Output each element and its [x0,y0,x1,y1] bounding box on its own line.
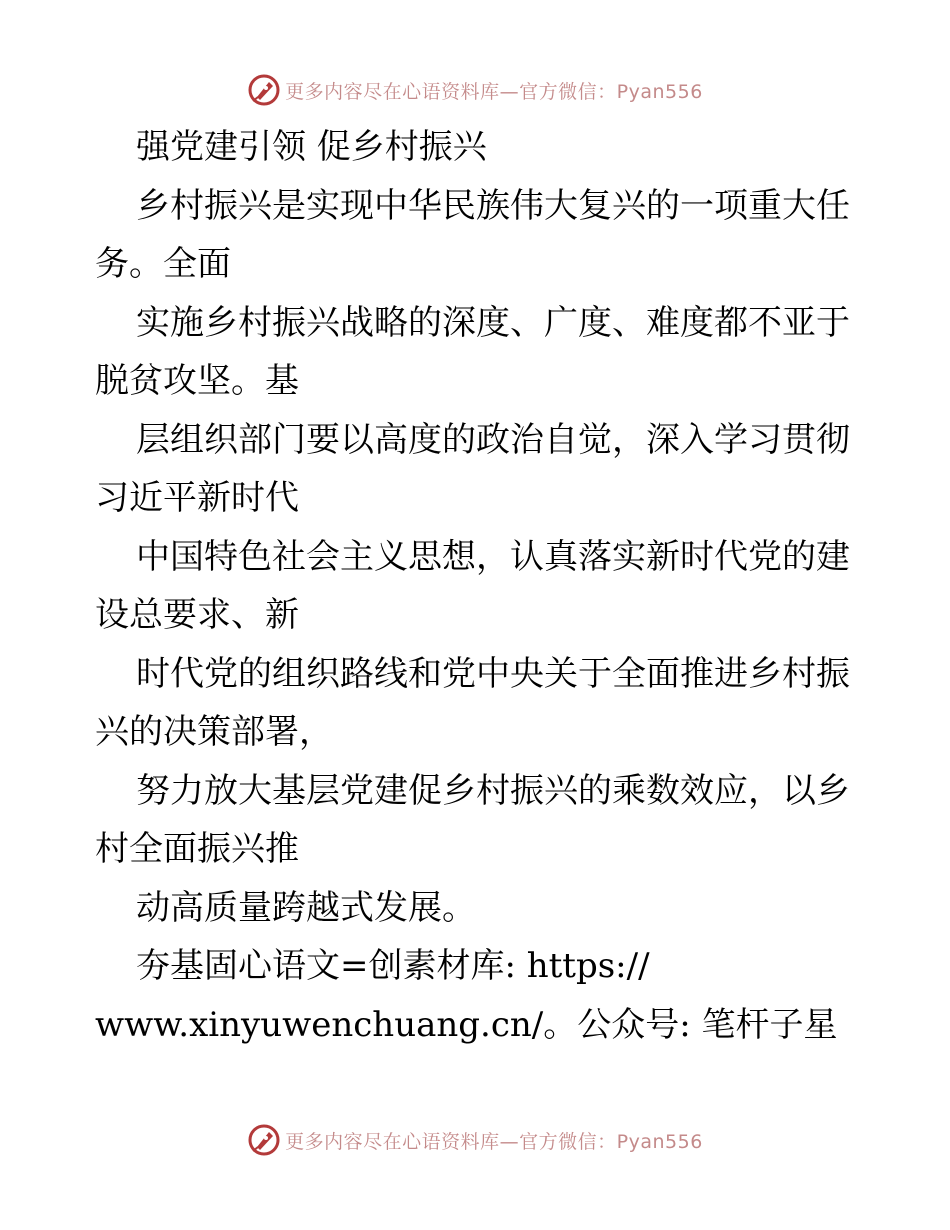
footer-banner-text: 更多内容尽在心语资料库—官方微信：Pyan556 [285,1130,703,1153]
document-title: 强党建引领 促乡村振兴 [136,127,487,167]
header-banner [0,70,950,110]
paragraph-line: 层组织部门要以高度的政治自觉，深入学习贯彻 [136,419,850,460]
document-body [95,118,855,1054]
header-banner-text: 更多内容尽在心语资料库—官方微信：Pyan556 [285,80,703,103]
paragraph-line: 乡村振兴是实现中华民族伟大复兴的一项重大任 [136,185,850,226]
source-url-line: www.xinyuwenchuang.cn/。公众号: 笔杆子星 [95,1004,838,1045]
paragraph-line: 动高质量跨越式发展。 [136,887,476,928]
paragraph-line: 设总要求、新 [95,595,299,635]
paragraph-line: 务。全面 [95,244,231,284]
paragraph-line: 兴的决策部署， [95,712,333,752]
source-line: 夯基固心语文=创素材库: https:// [136,946,650,986]
pen-nib-logo-icon [247,1123,281,1157]
paragraph-line: 村全面振兴推 [95,829,299,869]
footer-banner [0,1120,950,1160]
paragraph-line: 努力放大基层党建促乡村振兴的乘数效应，以乡 [136,770,850,811]
paragraph-line: 实施乡村振兴战略的深度、广度、难度都不亚于 [136,302,850,343]
paragraph-line: 中国特色社会主义思想，认真落实新时代党的建 [136,536,850,577]
pen-nib-logo-icon [247,73,281,107]
paragraph-line: 时代党的组织路线和党中央关于全面推进乡村振 [136,653,850,694]
paragraph-line: 习近平新时代 [95,478,299,518]
paragraph-line: 脱贫攻坚。基 [95,361,299,401]
